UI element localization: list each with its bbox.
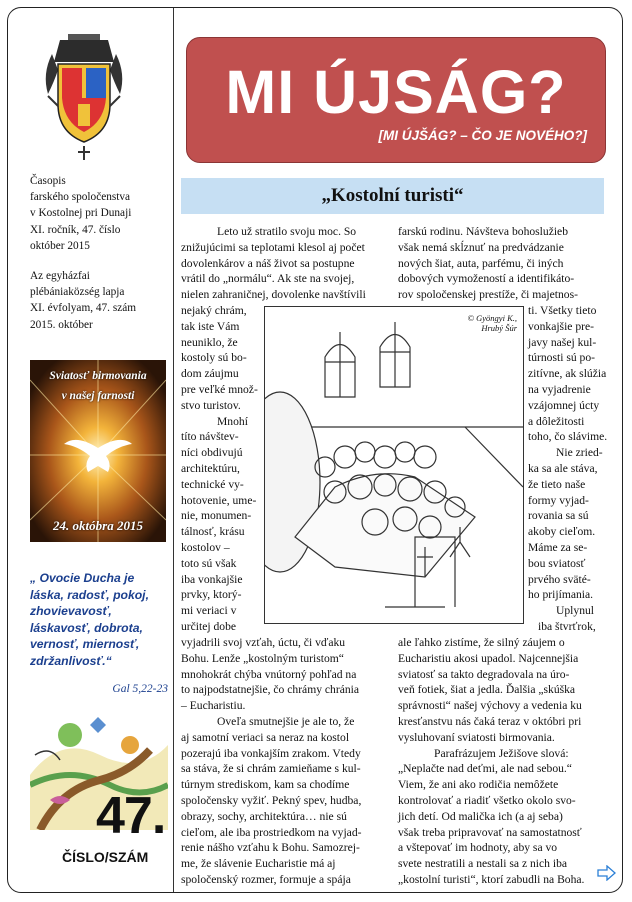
text-line: veň fotiek, šiat a jedla. Ďalšia „skúška <box>398 683 576 697</box>
quote-line: „ Ovocie Ducha je <box>30 571 135 585</box>
article-col2-bottom <box>398 635 604 888</box>
banner-title-line: v našej farnosti <box>61 390 135 402</box>
church-tourists-cartoon-icon <box>265 307 523 623</box>
text-line: túrnym strediskom, kam sa chodíme <box>181 778 350 792</box>
quote-line: zdržanlivosť.“ <box>30 653 112 668</box>
quote-line: zhovievavosť, <box>30 604 112 618</box>
text-line: bou sviatosť <box>528 556 586 570</box>
text-line: stvo turistov. <box>181 398 241 412</box>
banner-date: 24. októbra 2015 <box>53 518 143 533</box>
text-line: túrnosti sú po- <box>528 351 595 365</box>
text-line: obrazy, sochy, architektúra… nie sú <box>181 809 347 823</box>
text-line: a dôležitosti <box>528 414 585 428</box>
text-line: formy vyjad- <box>528 493 589 507</box>
text-line: spoločenský rozmer, formuje a spája <box>181 872 351 886</box>
text-line: renie nášho vzťahu k Bohu. Samozrej- <box>181 841 360 855</box>
text-line: pozerajú iba vonkajším zrakom. Vtedy <box>181 746 361 760</box>
text-line: kostolov – <box>181 540 230 554</box>
article-col1-top <box>181 224 384 303</box>
text-line: Oveľa smutnejšie je ale to, že <box>217 714 355 728</box>
text-line: títo návštev- <box>181 430 239 444</box>
info-line: Az egyházfai <box>30 270 90 282</box>
text-line: jich detí. Od malička ich (a aj seba) <box>398 809 563 823</box>
info-line: 2015. október <box>30 318 93 331</box>
parish-coat-of-arms-icon <box>38 34 130 164</box>
text-line: Nie zried- <box>556 446 603 460</box>
article-title-bar <box>181 178 604 214</box>
text-line: vzájomnej úcty <box>528 398 600 412</box>
text-line: Leto už stratilo svoju moc. So <box>217 225 357 238</box>
text-line: dovolenkárov a náš život sa postupne <box>181 256 355 270</box>
slovak-masthead-info <box>30 173 131 254</box>
info-line: plébániaközség lapja <box>30 286 125 299</box>
masthead-subtitle: [MI ÚJŠÁG? – ČO JE NOVÉHO?] <box>378 128 587 143</box>
text-line: javy našej kul- <box>528 335 597 349</box>
text-line: dobových vymožeností a identifikáto- <box>398 272 575 286</box>
text-line: Máme za se- <box>528 540 588 554</box>
text-line: ale ľahko zistíme, že silný záujem o <box>398 636 565 649</box>
text-line: však nemá skĺznuť na predvádzanie <box>398 240 564 254</box>
text-line: toto sú však <box>181 556 237 570</box>
text-line: sviatosť sa takto degradovala na úro- <box>398 667 570 681</box>
quote-line: láskavosť, dobrota, <box>30 620 143 635</box>
text-line: rovania sa sú <box>528 509 589 523</box>
text-line: znižujúcimi sa teplotami klesol aj počet <box>181 240 365 254</box>
text-line: nových šiat, auta, parfému, či iných <box>398 256 564 270</box>
article-col1-bottom <box>181 635 384 888</box>
text-line: kostoly sú bo- <box>181 351 247 365</box>
text-line: prvého sväté- <box>528 572 591 586</box>
text-line: určitej dobe <box>181 619 237 633</box>
text-line: sa stáva, že si chrám zamieňame s kul- <box>181 762 361 776</box>
illustration-credit <box>455 313 517 333</box>
info-line: Časopis <box>30 175 66 187</box>
text-line: Eucharistiu akosi upadol. Najcennejšia <box>398 651 579 665</box>
text-line: nielen zahraničnej, dovolenke navštívili <box>181 288 366 302</box>
text-line: technické vy- <box>181 477 244 491</box>
text-line: rov spoločenskej prestíže, či majetnos- <box>398 288 578 302</box>
info-line: farského spoločenstva <box>30 191 131 204</box>
text-line: „kostolní turisti“, ktorí zabudli na Boha. <box>398 872 585 886</box>
issue-label: ČÍSLO/SZÁM <box>62 849 149 865</box>
text-line: architektúru, <box>181 461 240 475</box>
text-line: a vštepovať im hodnoty, aby sa vo <box>398 841 558 855</box>
banner-title <box>30 366 166 406</box>
article-title: „Kostolní turisti“ <box>321 185 464 206</box>
quote-reference: Gal 5,22-23 <box>112 683 168 695</box>
text-line: Mnohí <box>217 414 248 428</box>
text-line: Viem, že ani ako rodičia nemôžete <box>398 778 559 792</box>
info-line: XI. ročník, 47. číslo <box>30 223 121 236</box>
quote-line: vernosť, miernosť, <box>30 637 140 651</box>
article-col2-wrap <box>528 303 608 635</box>
text-line: iba štvrťrok, <box>538 619 596 633</box>
text-line: mi veriaci v <box>181 604 237 618</box>
church-tourists-illustration <box>264 306 524 624</box>
text-line: me, že slávenie Eucharistie má aj <box>181 857 336 871</box>
text-line: že tieto naše <box>528 477 586 491</box>
text-line: pre veľké množ- <box>181 382 258 396</box>
text-line: Parafrázujem Ježišove slová: <box>434 746 569 760</box>
credit-line: Hrubý Šúr <box>481 323 517 333</box>
text-line: tak iste Vám <box>181 319 240 333</box>
credit-line: © Gyöngyi K., <box>467 313 517 323</box>
text-line: „Neplačte nad deťmi, ale nad sebou.“ <box>398 762 572 776</box>
info-line: v Kostolnej pri Dunaji <box>30 207 132 220</box>
column-divider <box>173 8 174 892</box>
text-line: správnosti“ našej výchovy a vedenia ku <box>398 699 582 713</box>
article-col1-wrap <box>181 303 263 635</box>
banner-title-line: Sviatosť birmovania <box>49 370 147 382</box>
text-line: vysluhovaní sviatosti birmovania. <box>398 730 555 744</box>
text-line: kontrolovať a riadiť všetko okolo svo- <box>398 793 576 807</box>
text-line: mnohokrát chýba vnútorný pohľad na <box>181 667 357 681</box>
text-line: nejaký chrám, <box>181 304 247 317</box>
text-line: Uplynul <box>556 604 595 618</box>
next-page-arrow-icon[interactable] <box>597 865 617 881</box>
text-line: cieľom, ale iba prostriedkom na vyjad- <box>181 825 362 839</box>
confirmation-banner <box>30 360 166 542</box>
text-line: toho, čo slávime. <box>528 430 608 444</box>
text-line: akoby cieľom. <box>528 525 596 539</box>
text-line: však treba pripravovať na samostatnosť <box>398 825 582 839</box>
text-line: spoločensky vyžiť. Pekný spev, hudba, <box>181 793 362 807</box>
bible-quote <box>30 570 168 669</box>
info-line: október 2015 <box>30 239 90 252</box>
text-line: ka sa ale stáva, <box>528 461 598 475</box>
text-line: vyjadrili svoj vzťah, úctu, či vďaku <box>181 636 346 649</box>
text-line: to najpodstatnejšie, čo chrámy chránia <box>181 683 360 697</box>
text-line: ho prijímania. <box>528 588 594 602</box>
text-line: iba vonkajšie <box>181 572 243 586</box>
text-line: – Eucharistiu. <box>181 699 246 713</box>
issue-number: 47. <box>96 787 166 845</box>
text-line: nie, monumen- <box>181 509 252 523</box>
text-line: vrátil do „normálu“. Ak ste na svojej, <box>181 272 355 286</box>
text-line: neuniklo, že <box>181 335 238 349</box>
text-line: aj samotní veriaci sa neraz na kostol <box>181 730 350 744</box>
text-line: svete nestratili a nestali sa z nich iba <box>398 857 568 871</box>
text-line: zitívne, ak slúžia <box>528 367 607 381</box>
masthead-title: MI ÚJSÁG? <box>225 58 567 126</box>
hungarian-masthead-info <box>30 268 136 333</box>
text-line: dom záujmu <box>181 367 239 381</box>
masthead <box>186 37 606 163</box>
text-line: vonkajšie pre- <box>528 319 594 333</box>
text-line: prvky, ktorý- <box>181 588 242 602</box>
text-line: tálnosť, krásu <box>181 525 245 539</box>
quote-line: láska, radosť, pokoj, <box>30 587 149 602</box>
info-line: XI. évfolyam, 47. szám <box>30 302 137 315</box>
text-line: Bohu. Lenže „kostolným turistom“ <box>181 651 344 665</box>
text-line: hotovenie, ume- <box>181 493 257 507</box>
text-line: níci obdivujú <box>181 446 243 460</box>
text-line: ti. Všetky tieto <box>528 304 597 317</box>
text-line: farskú rodinu. Návšteva bohoslužieb <box>398 225 569 238</box>
text-line: na vyjadrenie <box>528 382 591 396</box>
article-col2-top <box>398 224 604 303</box>
text-line: kresťanstvu nás čaká teraz v októbri pri <box>398 714 582 728</box>
